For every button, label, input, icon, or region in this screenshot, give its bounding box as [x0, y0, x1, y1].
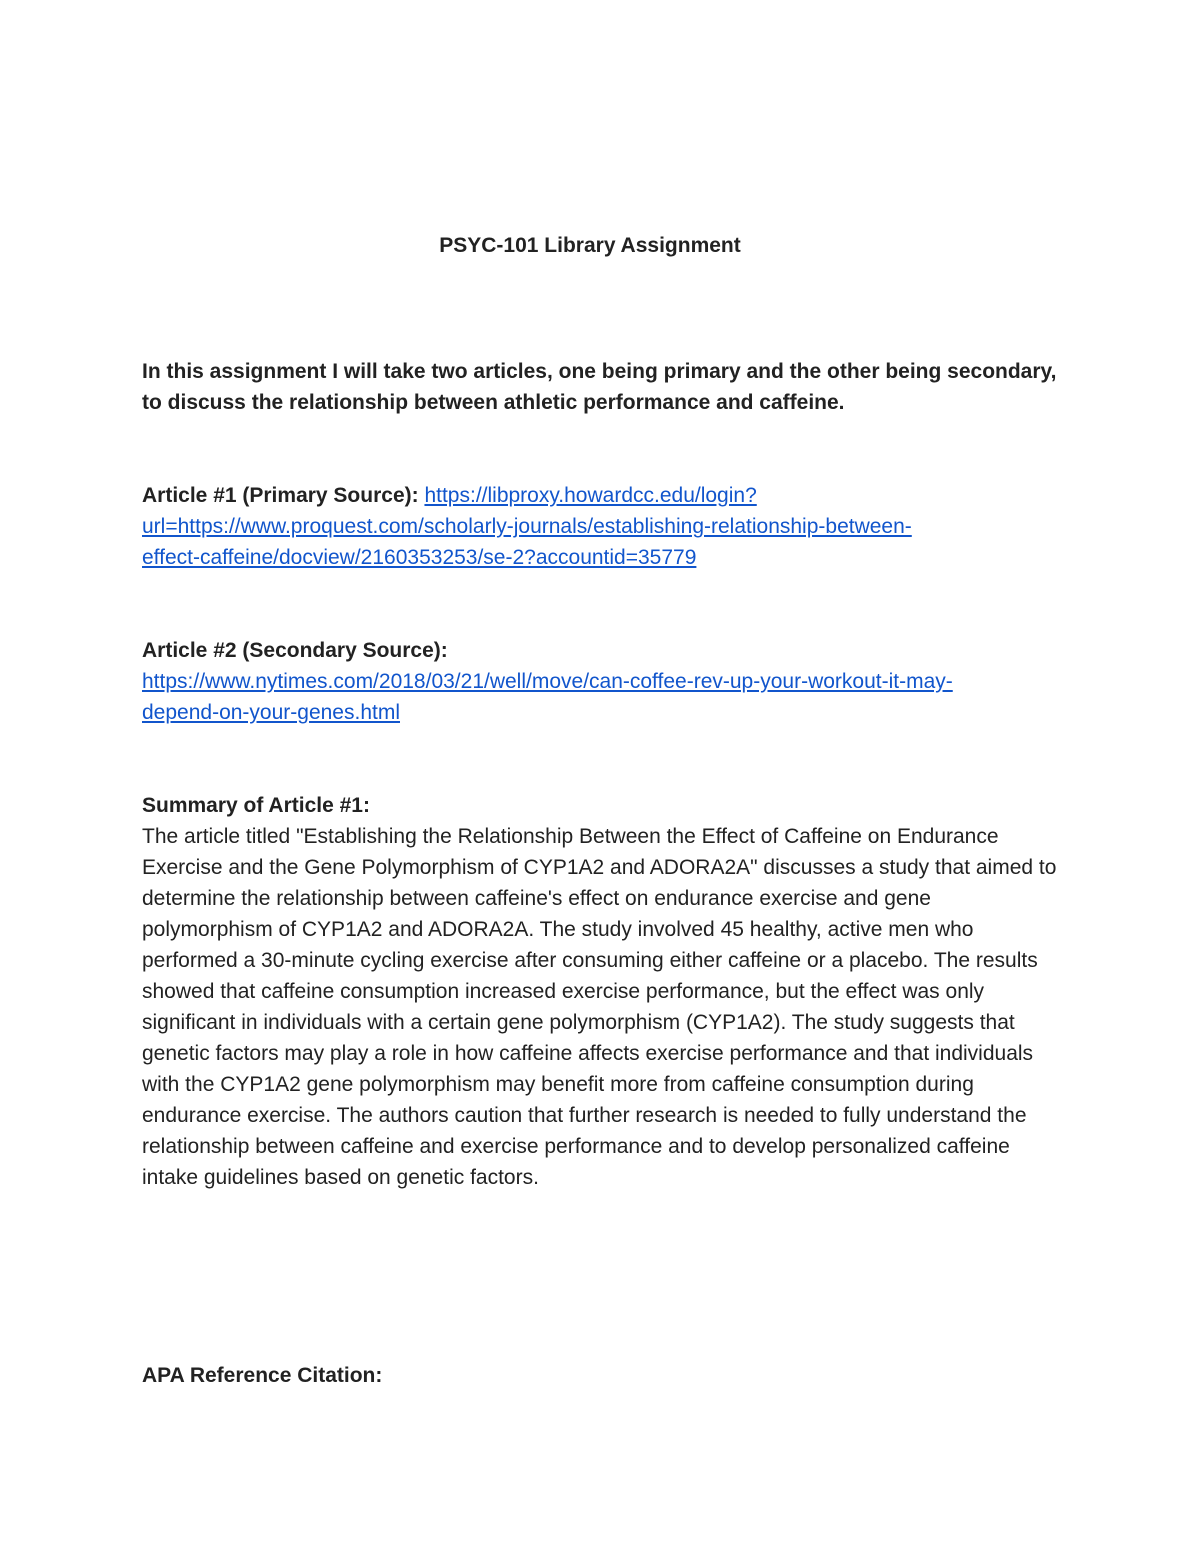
article-1-link-line-2: url=https://www.proquest.com/scholarly-journals/establishing-relationship-between-	[142, 515, 912, 538]
article-1-link-line-1: https://libproxy.howardcc.edu/login?	[424, 484, 757, 507]
article-1-label: Article #1 (Primary Source):	[142, 484, 419, 507]
apa-section	[142, 1360, 1062, 1391]
article-2-link-line-1: https://www.nytimes.com/2018/03/21/well/move/can-coffee-rev-up-your-workout-it-may-	[142, 670, 953, 693]
summary-section	[142, 790, 1062, 1193]
summary-label: Summary of Article #1:	[142, 794, 370, 817]
summary-body: The article titled "Establishing the Relationship Between the Effect of Caffeine on Endurance Exercise and the Gene Polymorphism of CYP1A2 and ADORA2A" discusses a study that aimed to determine the relationship between caffeine's effect on endurance exercise and gene polymorphism of CYP1A2 and ADORA2A. The study involved 45 healthy, active men who performed a 30-minute cycling exercise after consuming either caffeine or a placebo. The results showed that caffeine consumption increased exercise performance, but the effect was only significant in individuals with a certain gene polymorphism (CYP1A2). The study suggests that genetic factors may play a role in how caffeine affects exercise performance and that individuals with the CYP1A2 gene polymorphism may benefit more from caffeine consumption during endurance exercise. The authors caution that further research is needed to fully understand the relationship between caffeine and exercise performance and to develop personalized caffeine intake guidelines based on genetic factors.	[142, 825, 1057, 1189]
article-2-link[interactable]	[142, 670, 953, 724]
article-1-section	[142, 480, 1062, 573]
document-title: PSYC-101 Library Assignment	[439, 234, 741, 257]
article-2-section	[142, 635, 1062, 728]
article-1-link-line-3: effect-caffeine/docview/2160353253/se-2?accountid=35779	[142, 546, 697, 569]
apa-label: APA Reference Citation:	[142, 1364, 383, 1387]
article-2-link-line-2: depend-on-your-genes.html	[142, 701, 400, 724]
intro-paragraph: In this assignment I will take two articles, one being primary and the other being secondary, to discuss the relationship between athletic performance and caffeine.	[142, 360, 1057, 414]
article-2-label: Article #2 (Secondary Source):	[142, 639, 448, 662]
